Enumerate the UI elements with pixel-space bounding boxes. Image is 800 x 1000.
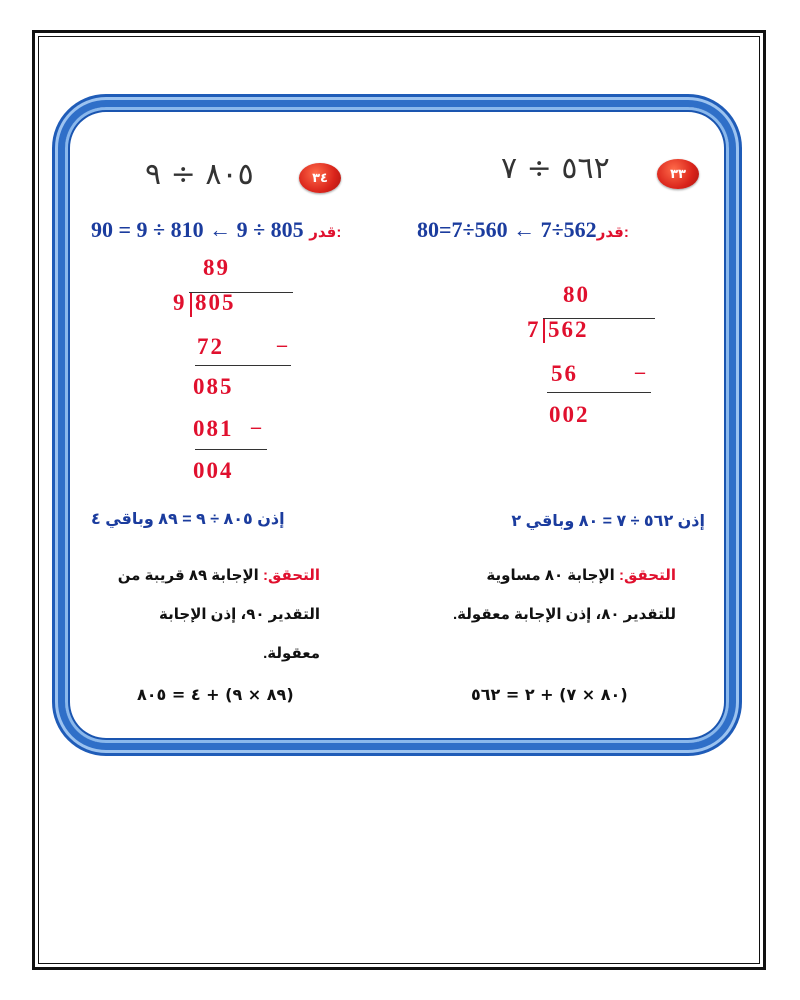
equation-right: (٨٠ × ٧) + ٢ = ٥٦٢	[471, 685, 628, 704]
check-left	[105, 556, 320, 673]
minus-sign-2-left: –	[251, 416, 261, 438]
minus-sign-1-left: –	[277, 334, 287, 356]
estimate-expr-right: 80=7÷560 ← 7÷562	[417, 217, 597, 242]
estimate-label-right: قدر:	[596, 224, 629, 241]
divisor-right: 7	[527, 317, 541, 342]
result-left: إذن ٨٠٥ ÷ ٩ = ٨٩ وباقي ٤	[91, 511, 285, 528]
remainder-right: 002	[549, 402, 590, 427]
problem-title-right: ٥٦٢ ÷ ٧	[501, 151, 610, 186]
estimate-expr-left: 90 = 9 ÷ 810 ← 9 ÷ 805	[91, 217, 304, 242]
exercise-panel	[58, 100, 736, 750]
quotient-left: 89	[203, 255, 230, 280]
step1-right: 56	[551, 361, 578, 386]
estimate-left	[91, 217, 341, 243]
dividend-right: 562	[548, 317, 589, 342]
dividend-left: 805	[195, 290, 236, 315]
subtraction-line-2-left	[195, 449, 267, 450]
division-bracket-left	[190, 293, 192, 317]
check-label-right: التحقق:	[618, 567, 676, 584]
problem-badge-34: ٣٤	[299, 163, 341, 193]
subtraction-line-1-left	[195, 365, 291, 366]
problem-title-left: ٨٠٥ ÷ ٩	[145, 157, 254, 192]
divisor-left: 9	[173, 290, 187, 315]
check-text-right: الإجابة ٨٠ مساوية للتقدير ٨٠، إذن الإجابة معقولة.	[453, 567, 676, 623]
minus-sign-right: –	[635, 361, 645, 383]
remainder-left: 004	[193, 458, 234, 483]
step2-left: 081	[193, 416, 234, 441]
step1-left: 72	[197, 334, 224, 359]
problem-badge-33: ٣٣	[657, 159, 699, 189]
result-right: إذن ٥٦٢ ÷ ٧ = ٨٠ وباقي ٢	[511, 513, 705, 530]
check-right	[451, 556, 676, 634]
quotient-right: 80	[563, 282, 590, 307]
estimate-right	[417, 217, 629, 243]
equation-left: (٨٩ × ٩) + ٤ = ٨٠٥	[137, 685, 294, 704]
check-text-left: الإجابة ٨٩ قريبة من التقدير ٩٠، إذن الإجابة معقولة.	[117, 567, 320, 662]
division-bracket-right	[543, 319, 545, 343]
check-label-left: التحقق:	[262, 567, 320, 584]
diff1-left: 085	[193, 374, 234, 399]
estimate-label-left: قدر:	[309, 224, 342, 241]
subtraction-line-right	[547, 392, 651, 393]
